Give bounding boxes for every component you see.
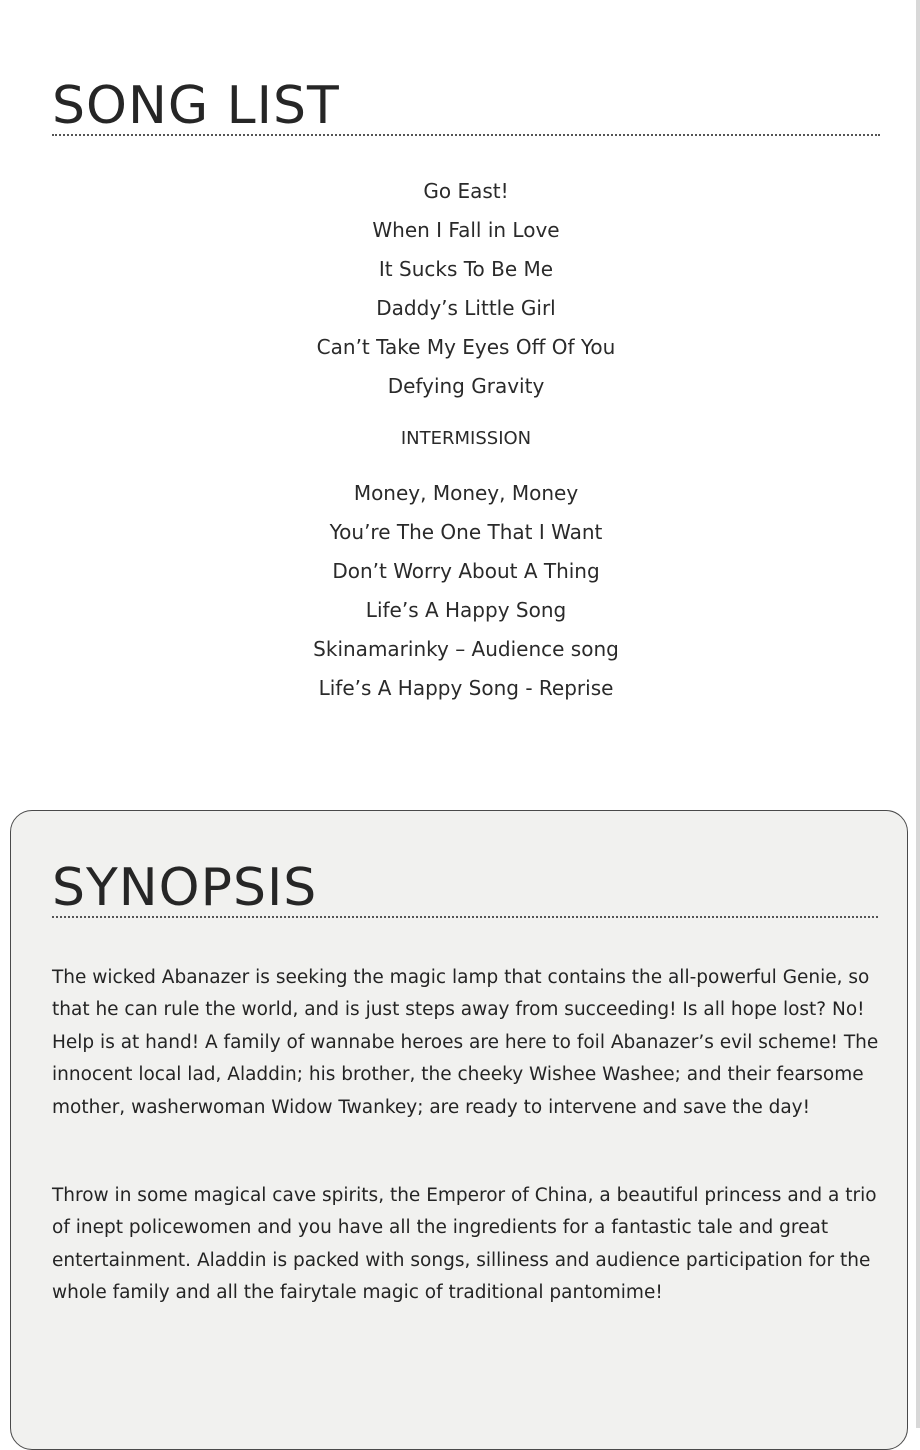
song-item: Can’t Take My Eyes Off Of You	[316, 335, 616, 360]
synopsis-paragraph: The wicked Abanazer is seeking the magic lamp that contains the all-powerful Genie, so that he can rule the world, and is just steps away from succeeding! Is all hope lost? No! Help is at hand! A family of wannabe heroes are here to foil Abanazer’s evil scheme! The innocent local lad, Aladdin; his brother, the cheeky Wishee Washee; and their fearsome mother, washerwoman Widow Twankey; are ready to intervene and save the day!	[52, 967, 879, 1118]
song-list-title: SONG LIST	[52, 76, 340, 136]
song-item: Daddy’s Little Girl	[376, 296, 556, 321]
song-item: Life’s A Happy Song - Reprise	[318, 676, 614, 701]
song-item: When I Fall in Love	[372, 218, 560, 243]
synopsis-title: SYNOPSIS	[52, 858, 318, 918]
act-one-song-list	[0, 176, 920, 411]
song-item: Defying Gravity	[387, 374, 545, 399]
song-item: Money, Money, Money	[353, 481, 579, 505]
song-item: Don’t Worry About A Thing	[332, 559, 600, 584]
synopsis-paragraph: Throw in some magical cave spirits, the Emperor of China, a beautiful princess and a trio of inept policewomen and you have all the ingredients for a fantastic tale and great entertainment. Aladdin is packed with songs, silliness and audience participation for the whole family and all the fairytale magic of traditional pantomime!	[52, 1185, 877, 1304]
song-item: Skinamarinky – Audience song	[313, 637, 619, 662]
intermission-label: INTERMISSION	[400, 428, 532, 449]
song-list-divider	[52, 134, 880, 136]
song-item: You’re The One That I Want	[329, 520, 603, 545]
song-item: It Sucks To Be Me	[378, 257, 554, 282]
synopsis-divider	[52, 916, 878, 918]
song-item: Life’s A Happy Song	[365, 598, 567, 623]
act-two-song-list	[0, 478, 920, 713]
song-item: Go East!	[423, 179, 509, 203]
